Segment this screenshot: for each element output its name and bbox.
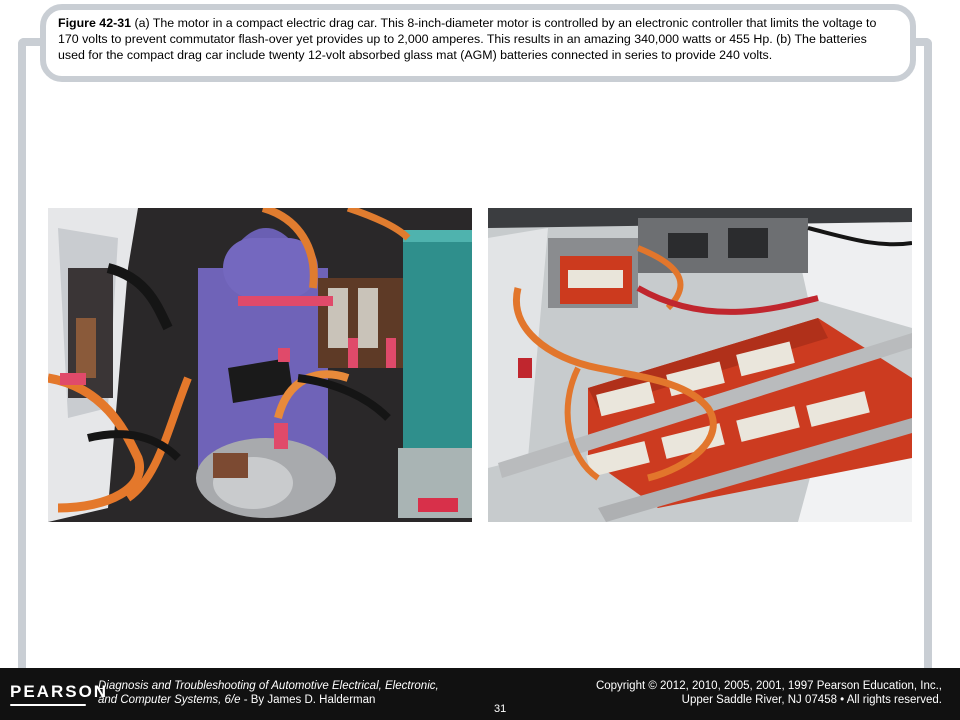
battery-photo [488, 208, 912, 522]
book-title-edition: and Computer Systems, 6/e [98, 694, 241, 706]
pearson-logo: PEARSON [10, 682, 109, 701]
figure-label: Figure 42-31 [58, 16, 131, 30]
logo-swoosh [10, 704, 86, 706]
copyright-line2: Upper Saddle River, NJ 07458 • All rights reserved. [681, 694, 942, 706]
motor-photo [48, 208, 472, 522]
book-title-line1: Diagnosis and Troubleshooting of Automotive Electrical, Electronic, [98, 680, 439, 692]
copyright-notice [596, 679, 942, 707]
figure-caption [40, 4, 916, 82]
book-title-line2 [98, 693, 439, 707]
slide-footer [0, 668, 960, 720]
book-author: - By James D. Halderman [240, 694, 376, 706]
book-citation [98, 679, 439, 707]
caption-text: (a) The motor in a compact electric drag car. This 8-inch-diameter motor is controlled by an electronic controller that limits the voltage to 170 volts to prevent commutator flash-over yet provides up to 2,000 amperes. This results in an amazing 340,000 watts or 455 Hp. (b) The batteries used for the compact drag car include twenty 12-volt absorbed glass mat (AGM) batteries connected in series to provide 240 volts. [58, 16, 877, 62]
copyright-line1: Copyright © 2012, 2010, 2005, 2001, 1997 Pearson Education, Inc., [595, 680, 942, 692]
page-number: 31 [494, 703, 507, 715]
